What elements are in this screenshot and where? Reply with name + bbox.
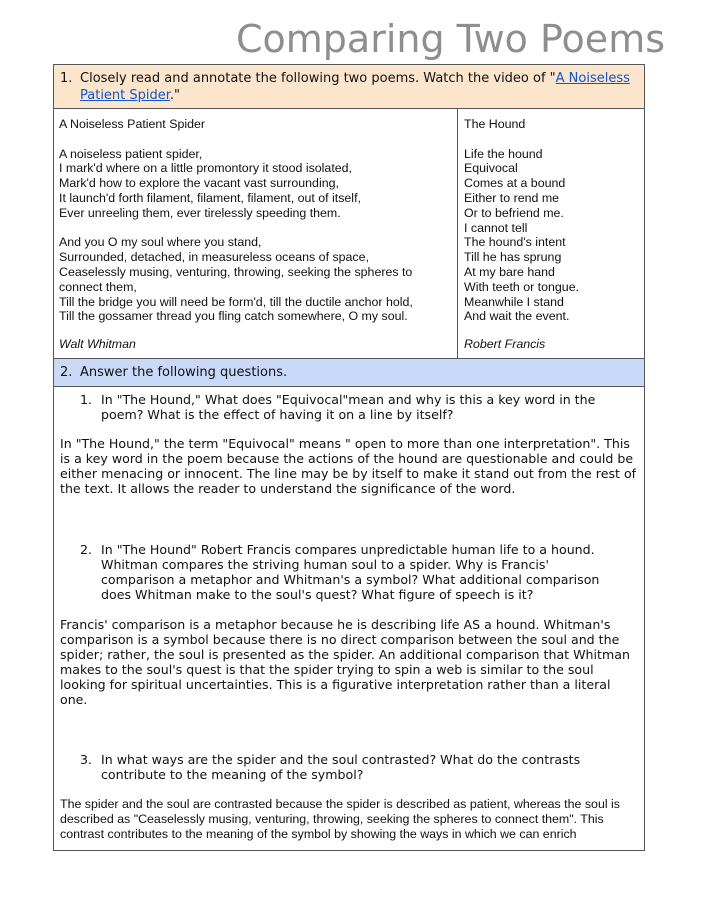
- instruction-text: Answer the following questions.: [80, 365, 288, 380]
- instruction-text-after: .": [169, 88, 181, 103]
- answer-text: The spider and the soul are contrasted because the spider is described as patient, whereas the soul is described as "Ceaselessly musing, venturing, throwing, seeking the spheres to connect them". This contrast contributes to the meaning of the symbol by showing the ways in which we can enrich: [60, 797, 620, 841]
- instruction-row-1: [54, 65, 644, 109]
- question-text: In what ways are the spider and the soul contrasted? What do the contrasts contribute to the meaning of the symbol?: [101, 752, 581, 782]
- instruction-number: 1.: [60, 71, 73, 86]
- page-title: Comparing Two Poems: [236, 17, 666, 61]
- instruction-row-2: [54, 359, 644, 387]
- instruction-number: 2.: [60, 365, 73, 380]
- poems-row: [54, 109, 644, 359]
- poem-author: Robert Francis: [464, 337, 546, 351]
- poem-text: The Hound Life the hound Equivocal Comes at a bound Either to rend me Or to befriend me. I cannot tell The hound's intent Till he has sprung At my bare hand With teeth or tongue. Meanwhile I stand And wait the event.: [464, 117, 580, 324]
- answer-text: Francis' comparison is a metaphor because he is describing life AS a hound. Whitman's comparison is a symbol because there is no direct comparison between the soul and the spider; rather, the soul is presented as the spider. An additional comparison that Whitman makes to the soul's quest is that the spider trying to spin a web is similar to the soul looking for spiritual uncertainties. This is a figurative interpretation rather than a literal one.: [60, 617, 630, 707]
- question-number: 2.: [80, 542, 93, 557]
- poem-cell-hound: [458, 109, 644, 358]
- video-link[interactable]: A Noiseless Patient Spider: [80, 71, 630, 103]
- worksheet-table: [53, 64, 645, 851]
- question-number: 3.: [80, 752, 93, 767]
- instruction-text: [80, 70, 632, 104]
- instruction-text-before: Closely read and annotate the following two poems. Watch the video of ": [80, 71, 556, 86]
- answer-text: In "The Hound," the term "Equivocal" means " open to more than one interpretation". This is a key word in the poem because the actions of the hound are questionable and could be either menacing or innocent. The line may be by itself to make it stand out from the rest of the text. It allows the reader to understand the significance of the word.: [60, 436, 637, 496]
- questions-area: [54, 387, 644, 850]
- poem-text: A Noiseless Patient Spider A noiseless patient spider, I mark'd where on a little promontory it stood isolated, Mark'd how to explore the vacant vast surrounding, It launch'd forth filament, filament, filament, out of itself, Ever unreeling them, ever tirelessly speeding them. And you O my soul where you stand, Surrounded, detached, in measureless oceans of space, Ceaselessly musing, venturing, throwing, seeking the spheres to connect them, Till the bridge you will need be form'd, till the ductile anchor hold, Till the gossamer thread you fling catch somewhere, O my soul.: [59, 117, 413, 324]
- poem-cell-spider: [54, 109, 458, 358]
- question-text: In "The Hound," What does "Equivocal"mean and why is this a key word in the poem? What is the effect of having it on a line by itself?: [101, 392, 596, 422]
- question-text: In "The Hound" Robert Francis compares unpredictable human life to a hound. Whitman compares the striving human soul to a spider. Why is Francis' comparison a metaphor and Whitman's a symbol? What additional comparison does Whitman make to the soul's quest? What figure of speech is it?: [101, 542, 600, 602]
- question-number: 1.: [80, 392, 93, 407]
- poem-author: Walt Whitman: [59, 337, 136, 351]
